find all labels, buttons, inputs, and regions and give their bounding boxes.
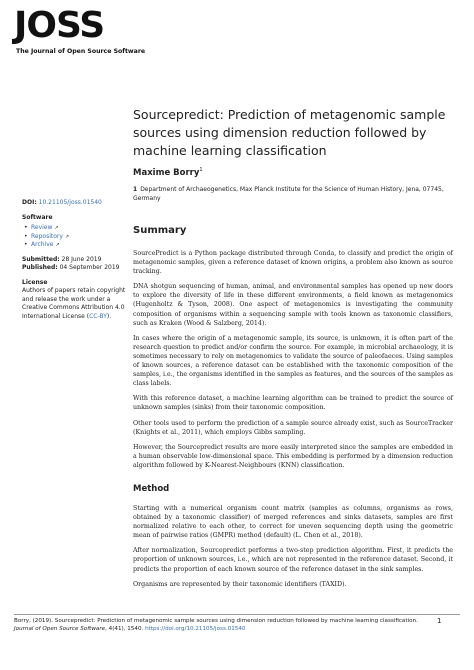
- footer-divider: [14, 614, 460, 615]
- sidebar: [22, 199, 127, 327]
- method-paragraph: After normalization, Sourcepredict performs a two-step prediction algorithm. First, it predicts the proportion of unknown sources, i.e., which are not represented in the reference dataset. Second, it predicts the proportion of each known source of the reference dataset in the sink samples.: [133, 547, 453, 573]
- published-date: 04 September 2019: [59, 264, 120, 271]
- software-link-archive: [22, 241, 127, 250]
- published-row: [22, 264, 127, 273]
- license-block: [22, 279, 127, 322]
- doi-block: [22, 199, 127, 208]
- software-link-repository: [22, 233, 127, 242]
- submitted-date: 28 June 2019: [61, 255, 102, 263]
- citation-doi-link[interactable]: https://doi.org/10.21105/joss.01540: [145, 626, 246, 632]
- paper-title: Sourcepredict: Prediction of metagenomic sample sources using dimension reduction followed by machine learning classification: [133, 107, 446, 158]
- archive-link[interactable]: Archive: [31, 241, 54, 248]
- license-text: Authors of papers retain copyright and release the work under a Creative Commons Attribution 4.0 International License (: [22, 287, 126, 320]
- summary-paragraph: Other tools used to perform the prediction of a sample source already exist, such as SourceTracker (Knights et al., 2011), which employs Gibbs sampling.: [133, 419, 453, 436]
- external-link-icon: ↗: [54, 225, 59, 231]
- affiliation-number: 1: [133, 186, 138, 193]
- summary-paragraph: In cases where the origin of a metagenomic sample, its source, is unknown, it is often part of the research question to predict and/or confirm the source. For example, in microbial archaeology, it is sometimes necessary to rely on metagenomics to validate the source of paleofaeces. Using samples of known sources, a reference dataset can be established with the taxonomic composition of the samples, i.e., the organisms identified in the samples as features, and the sources of the samples as class labels.: [133, 334, 453, 388]
- submitted-label: Submitted:: [22, 255, 60, 263]
- affiliation-text: Department of Archaeogenetics, Max Planck Institute for the Science of Human History, Jena, 07745, Germany: [133, 186, 444, 202]
- citation-text: Borry, (2019). Sourcepredict: Prediction of metagenomic sample sources using dimension reduction followed by machine learning classification.: [14, 618, 418, 624]
- external-link-icon: ↗: [64, 233, 70, 240]
- license-label: License: [22, 278, 48, 286]
- summary-paragraph: SourcePredict is a Python package distributed through Conda, to classify and predict the origin of metagenomic samples, given a reference dataset of known origins, a problem also known as source tracking.: [133, 250, 453, 276]
- logo-tagline: The Journal of Open Source Software: [16, 48, 146, 55]
- review-link[interactable]: Review: [31, 224, 53, 231]
- citation-volume: , 4(41), 1540.: [105, 626, 144, 632]
- submitted-row: [22, 256, 127, 265]
- software-link-review: [22, 224, 127, 233]
- published-label: Published:: [22, 264, 58, 271]
- joss-logo: [14, 6, 164, 66]
- summary-paragraph: However, the Sourcepredict results are more easily interpreted since the samples are embedded in a human observable low-dimensional space. This embedding is performed by a dimension reduction algorithm followed by K-Nearest-Neighbours (KNN) classification.: [133, 443, 453, 469]
- method-heading: Method: [133, 483, 170, 494]
- dates-block: [22, 256, 127, 273]
- doi-label: DOI:: [22, 199, 37, 206]
- footer-citation: [14, 617, 434, 633]
- cc-by-link[interactable]: CC-BY: [89, 312, 107, 320]
- main-content: [133, 224, 453, 595]
- external-link-icon: ↗: [55, 242, 60, 248]
- software-label: Software: [22, 213, 53, 221]
- repository-link[interactable]: Repository: [31, 232, 63, 240]
- journal-name: Journal of Open Source Software: [14, 626, 106, 632]
- software-links: [22, 224, 127, 250]
- author-name: [133, 167, 203, 178]
- license-end: ).: [106, 312, 112, 320]
- method-paragraph: Starting with a numerical organism count matrix (samples as columns, organisms as rows, obtained by a taxonomic classifier) of merged references and sinks datasets, samples are first normalized relative to each other, to correct for uneven sequencing depth using the geometric mean of pairwise ratios (GMPR) method (default) (L. Chen et al., 2018).: [133, 504, 453, 540]
- affiliation: [133, 185, 453, 203]
- author-name-text: Maxime Borry: [133, 167, 200, 178]
- method-paragraph: Organisms are represented by their taxonomic identifiers (TAXID).: [133, 580, 347, 588]
- summary-heading: Summary: [133, 225, 187, 236]
- logo-wordmark: JOSS: [14, 5, 105, 46]
- summary-paragraph: DNA shotgun sequencing of human, animal, and environmental samples has opened up new doors to explore the diversity of life in these different environments, a field known as metagenomics (Hugenholtz & Tyson, 2008). One aspect of metagenomics is investigating the community composition of organisms within a sequencing sample with tools known as taxonomic classifiers, such as Kraken (Wood & Salzberg, 2014).: [133, 283, 453, 327]
- summary-paragraph: With this reference dataset, a machine learning algorithm can be trained to predict the source of unknown samples (sinks) from their taxonomic composition.: [133, 395, 453, 412]
- software-block: [22, 214, 127, 250]
- page-number: 1: [437, 617, 442, 625]
- doi-link[interactable]: 10.21105/joss.01540: [38, 199, 102, 206]
- author-affil-sup: 1: [199, 167, 203, 173]
